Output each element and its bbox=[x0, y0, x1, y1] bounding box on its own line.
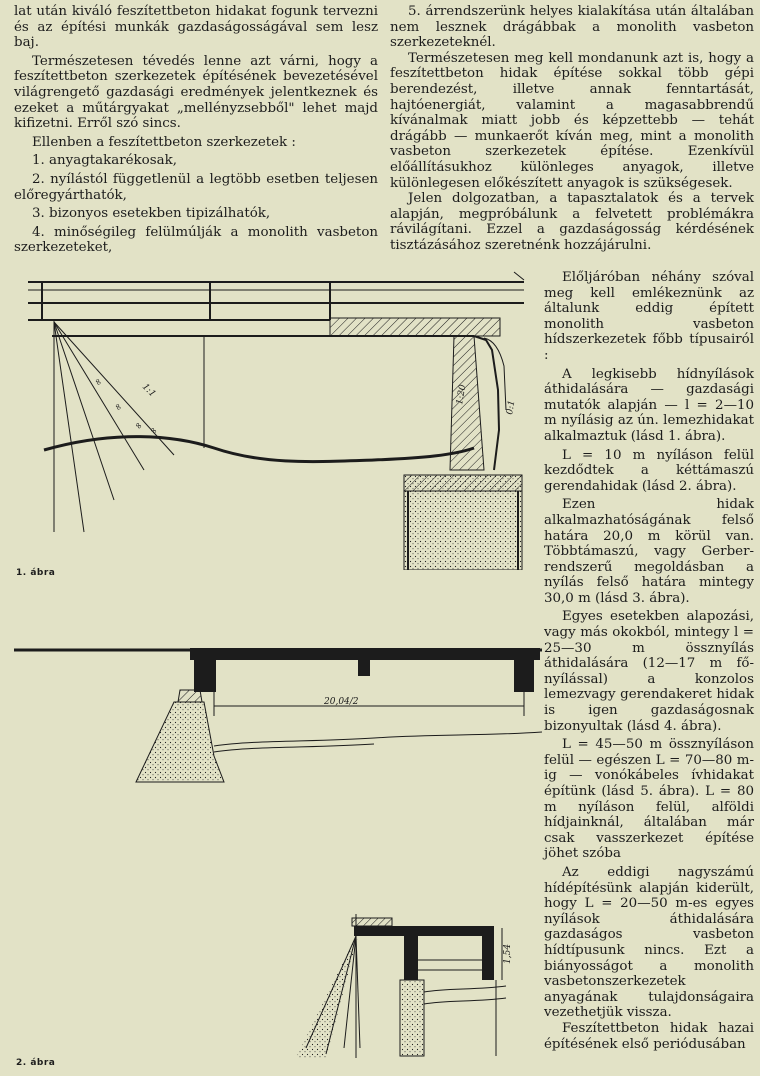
svg-text:∞: ∞ bbox=[146, 425, 160, 438]
slope-label: 1:1 bbox=[139, 382, 158, 400]
abutment-label: 1:20 bbox=[455, 383, 469, 406]
list-item-2: 2. nyílástól függetlenül a legtöbb esetben teljesen előregyárthatók, bbox=[14, 171, 378, 203]
side-label: 0:1 bbox=[505, 399, 518, 416]
narrow-paragraph-4: Ezen hidak alkalmazhatóságának felső határa 20,0 m körül van. Többtámaszú, vagy Gerber-rendszerű megoldásban a nyílás felső határa mintegy 30,0 m (lásd 3. ábra). bbox=[544, 497, 754, 606]
figure-1-drawing bbox=[14, 270, 542, 570]
left-column bbox=[14, 4, 378, 256]
narrow-column bbox=[544, 270, 754, 1052]
narrow-paragraph-8: Feszítettbeton hidak hazai építésének első periódusában bbox=[544, 1020, 754, 1052]
svg-text:∞: ∞ bbox=[131, 420, 145, 433]
svg-text:∞: ∞ bbox=[111, 401, 124, 413]
span-label: 20,04/2 bbox=[324, 697, 359, 707]
list-item-4: 4. minőségileg felülmúlják a monolith vasbeton szerkezeteket, bbox=[14, 224, 378, 256]
right-paragraph-2: Természetesen meg kell mondanunk azt is, hogy a feszítettbeton hidak építése sokkal több gépi berendezést, illetve annak fenntartását, hajtóenergiát, valamint a magasabbrendű kívánalmak miatt jobb és képzettebb — tehát drágább — munkaerőt kíván meg, mint a monolith vasbeton szerkezetek építése. Ezenkívül előállításukhoz különleges anyagok, illetve különlegesen előkészített anyagok is szükségesek. bbox=[390, 50, 754, 191]
list-item-1: 1. anyagtakarékosak, bbox=[32, 153, 177, 169]
right-paragraph-3: Jelen dolgozatban, a tapasztalatok és a tervek alapján, megpróbálunk a felvetett problémákra rávilágítani. Ezzel a gazdaságosság kérdésének tisztázásához szeretnénk hozzájárulni. bbox=[390, 191, 754, 253]
figure-2-caption: 2. ábra bbox=[16, 1058, 56, 1068]
left-paragraph-1: lat után kiváló feszítettbeton hidakat fogunk tervezni és az építési munkák gazdaságosságával sem lesz baj. bbox=[14, 4, 378, 51]
narrow-paragraph-7: Az eddigi nagyszámú hídépítésünk alapján kiderült, hogy L = 20—50 m-es egyes nyílások áthidalására gazdaságos vasbeton hídtípusunk nincs. Ezt a biányosságot a monolith vasbetonszerkezetek anyagának tulajdonságaira vezethetjük vissza. bbox=[544, 864, 754, 1021]
figure-1-caption: 1. ábra bbox=[16, 568, 56, 578]
right-column bbox=[390, 4, 754, 254]
right-paragraph-1: 5. árrendszerünk helyes kialakítása után általában nem lesznek drágábbak a monolith vasbeton szerkezeteknél. bbox=[390, 4, 754, 51]
narrow-paragraph-3: L = 10 m nyíláson felül kezdődtek a kéttámaszú gerendahidak (lásd 2. ábra). bbox=[544, 447, 754, 494]
narrow-paragraph-2: A legkisebb hídnyílások áthidalására — gazdasági mutatók alapján — l = 2—10 m nyílásig az ún. lemezhidakat alkalmaztuk (lásd 1. ábra). bbox=[544, 366, 754, 444]
figure-3-drawing bbox=[296, 908, 526, 1058]
list-item-3: 3. bizonyos esetekben tipizálhatók, bbox=[32, 206, 271, 222]
narrow-paragraph-1: Előljáróban néhány szóval meg kell emlékeznünk az általunk eddig épített monolith vasbeton hídszerkezetek főbb típusairól : bbox=[544, 270, 754, 363]
left-paragraph-2: Természetesen tévedés lenne azt várni, hogy a feszítettbeton szerkezetek építésének bevezetésével világrengető gazdasági eredmények jelentkeznek és ezeket a műtárgyakat „mellényzsebből" lehet majd kifizetni. Erről szó sincs. bbox=[14, 53, 378, 132]
figure-2-drawing bbox=[14, 636, 542, 796]
svg-text:∞: ∞ bbox=[91, 376, 104, 388]
height-label: 1,54 bbox=[503, 943, 513, 964]
left-paragraph-3: Ellenben a feszítettbeton szerkezetek : bbox=[32, 134, 296, 150]
narrow-paragraph-6: L = 45—50 m össznyíláson felül — egészen L = 70—80 m-ig — vonókábeles ívhidakat építünk (lásd 5. ábra). L = 80 m nyíláson felül, alföldi hídjainknál, általában már csak vasszerkezet építése jöhet szóba bbox=[544, 737, 754, 862]
narrow-paragraph-5: Egyes esetekben alapozási, vagy más okokból, mintegy l = 25—30 m össznyílás áthidalására (12—17 m fő-nyílással) a konzolos lemezvagy gerendakeret hidak is igen gazdaságosnak bizonyultak (lásd 4. ábra). bbox=[544, 609, 754, 734]
